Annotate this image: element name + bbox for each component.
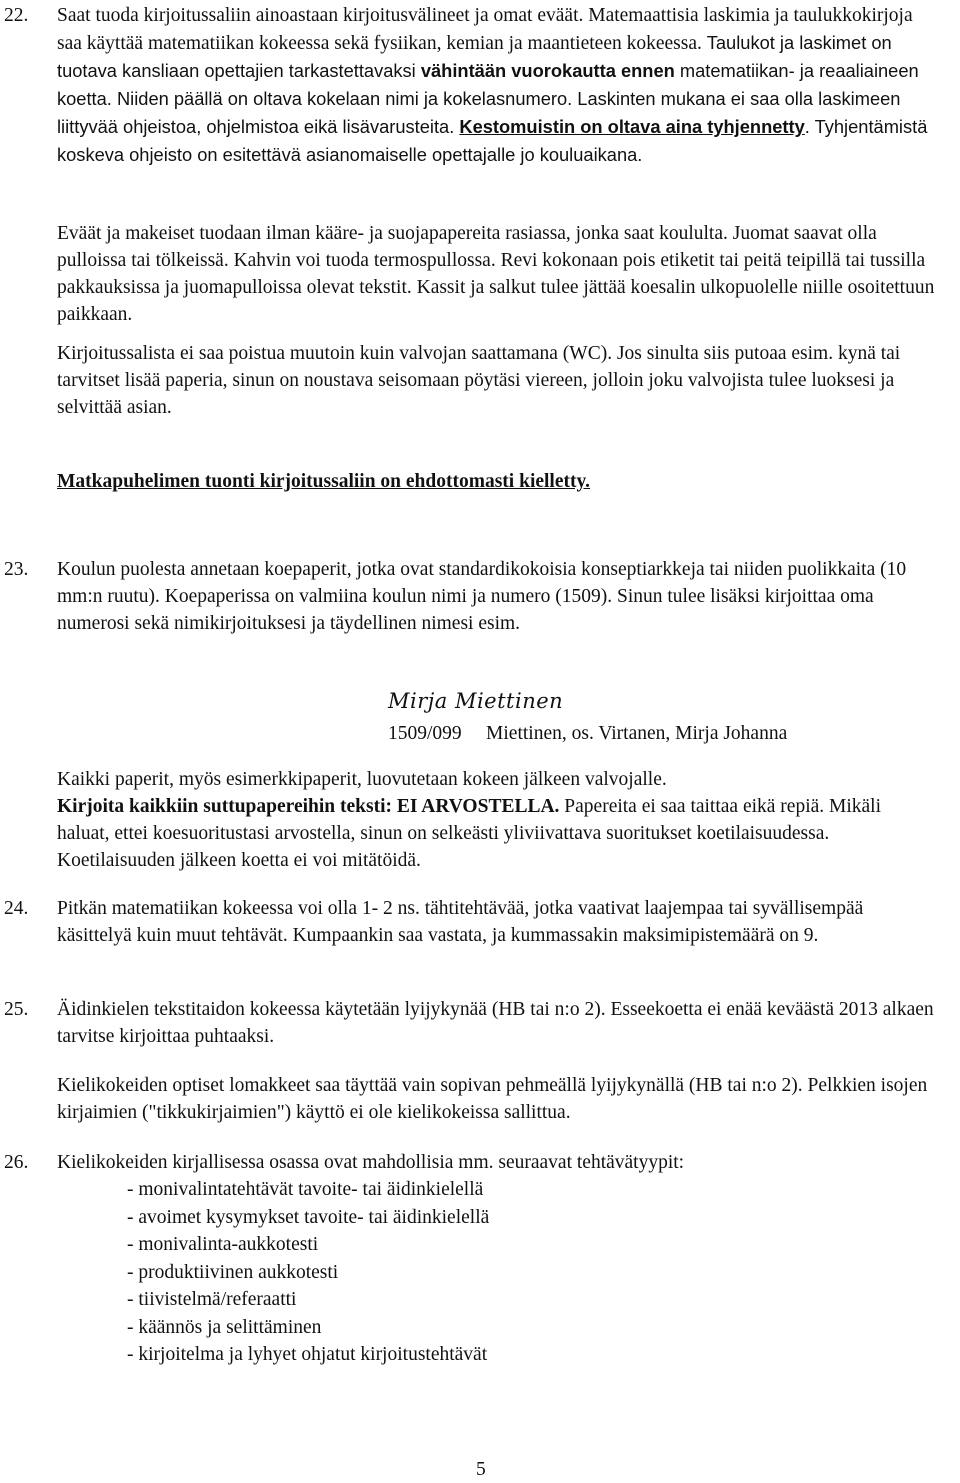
item-number: 25.: [4, 999, 29, 1020]
item-number: 23.: [4, 559, 29, 580]
paragraph: [57, 766, 937, 874]
emphasis-text: Kirjoita kaikkiin suttupapereihin teksti: EI ARVOSTELLA.: [57, 796, 560, 817]
item-body: [57, 1072, 937, 1126]
paragraph: Eväät ja makeiset tuodaan ilman kääre- ja suojapapereita rasiassa, jonka saat koululta. Juomat saavat olla pulloissa tai tölkeissä. Kahvin voi tuoda termospullossa. Revi kokonaan pois etiketit tai peitä teipillä tai tussilla pakkauksissa ja juomapulloissa olevat tekstit. Kassit ja salkut tulee jättää koesalin ulkopuolelle niille osoitettuun paikkaan.: [57, 223, 935, 325]
item-body: [57, 895, 937, 949]
item-body: [57, 220, 937, 328]
text-sans: . Tyhjentämistä koskeva ohjeisto on esitettävä asianomaiselle opettajalle jo kouluaikana.: [57, 116, 928, 165]
page-number: 5: [476, 1459, 486, 1480]
text: Saat tuoda kirjoitussaliin ainoastaan kirjoitusvälineet ja omat eväät. Matemaattisia laskimia ja taulukkokirjoja saa käyttää matematiikan kokeessa sekä fysiikan, kemian ja maantieteen kokeessa.: [57, 5, 913, 54]
paragraph: Äidinkielen tekstitaidon kokeessa käytetään lyijykynää (HB tai n:o 2). Esseekoetta ei enää keväästä 2013 alkaen tarvitse kirjoittaa puhtaaksi.: [57, 999, 934, 1047]
signature-example: Mirja Miettinen: [388, 689, 564, 713]
item-body: [57, 468, 937, 495]
task-type-list: [127, 1176, 489, 1369]
text-sans: matematiikan- ja reaaliaineen koetta. Niiden päällä on oltava kokelaan nimi ja kokelasnumero. Laskinten mukana ei saa olla laskimeen liittyvää ohjeistoa, ohjelmistoa eikä lisävarusteita.: [57, 60, 919, 137]
list-item: - produktiivinen aukkotesti: [127, 1261, 339, 1283]
item-body: [57, 2, 937, 169]
paragraph: Kielikokeiden optiset lomakkeet saa täyttää vain sopivan pehmeällä lyijykynällä (HB tai n:o 2). Pelkkien isojen kirjaimien ("tikkukirjaimien") käyttö ei ole kielikokeissa sallittua.: [57, 1075, 928, 1123]
item-body: [57, 996, 937, 1050]
item-body: [57, 766, 937, 874]
item-number: 26.: [4, 1152, 29, 1173]
emphasis-text: vähintään vuorokautta ennen: [420, 60, 675, 81]
list-item: - avoimet kysymykset tavoite- tai äidinkielellä: [127, 1206, 490, 1228]
text-sans: Taulukot ja laskimet on tuotava kansliaan opettajien tarkastettavaksi: [57, 32, 892, 81]
list-item: - kirjoitelma ja lyhyet ohjatut kirjoitustehtävät: [127, 1344, 488, 1365]
paragraph: Koulun puolesta annetaan koepaperit, jotka ovat standardikokoisia konseptiarkkeja tai niiden puolikkaita (10 mm:n ruutu). Koepaperissa on valmiina koulun nimi ja numero (1509). Sinun tulee lisäksi kirjoittaa oma numerosi sekä nimikirjoituksesi ja täydellinen nimesi esim.: [57, 559, 907, 634]
item-body: [57, 556, 937, 637]
item-body: [57, 1149, 937, 1176]
item-number: 24.: [4, 898, 29, 919]
text: Papereita ei saa taittaa eikä repiä. Mikäli haluat, ettei koesuoritustasi arvostella, sinun on selkeästi yliviivattava suoritukset koetilaisuudessa. Koetilaisuuden jälkeen koetta ei voi mitätöidä.: [57, 796, 882, 871]
item-body: [57, 340, 937, 421]
item-number: 22.: [4, 5, 29, 26]
text: Kaikki paperit, myös esimerkkipaperit, luovutetaan kokeen jälkeen valvojalle.: [57, 769, 667, 790]
list-item: - käännös ja selittäminen: [127, 1316, 322, 1338]
list-item: - tiivistelmä/referaatti: [127, 1289, 297, 1310]
paragraph: Kielikokeiden kirjallisessa osassa ovat mahdollisia mm. seuraavat tehtävätyypit:: [57, 1152, 685, 1173]
warning-text: Matkapuhelimen tuonti kirjoitussaliin on ehdottomasti kielletty.: [57, 471, 591, 492]
paragraph: [57, 2, 937, 169]
name-line-example: 1509/099 Miettinen, os. Virtanen, Mirja Johanna: [388, 723, 788, 744]
emphasis-underlined-text: Kestomuistin on oltava aina tyhjennetty: [459, 116, 805, 137]
paragraph: Kirjoitussalista ei saa poistua muutoin kuin valvojan saattamana (WC). Jos sinulta siis putoaa esim. kynä tai tarvitset lisää paperia, sinun on noustava seisomaan pöytäsi viereen, jolloin joku valvojista tulee luoksesi ja selvittää asian.: [57, 343, 901, 418]
list-item: - monivalinta-aukkotesti: [127, 1234, 319, 1255]
paragraph: Pitkän matematiikan kokeessa voi olla 1- 2 ns. tähtitehtävää, jotka vaativat laajempaa tai syvällisempää käsittelyä kuin muut tehtävät. Kumpaankin saa vastata, ja kummassakin maksimipistemäärä on 9.: [57, 898, 864, 946]
list-item: - monivalintatehtävät tavoite- tai äidinkielellä: [127, 1179, 484, 1200]
